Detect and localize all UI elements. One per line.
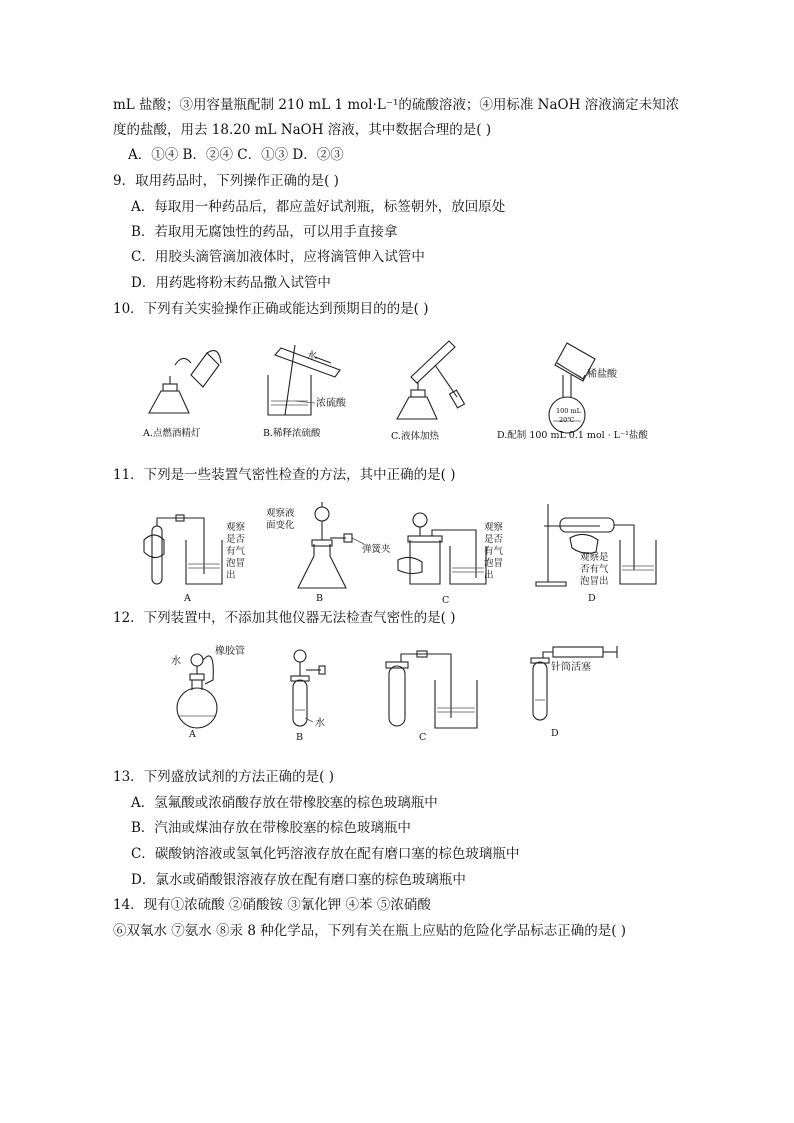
q12-letter-c: C <box>419 732 427 743</box>
q10-stem: 10．下列有关实验操作正确或能达到预期目的的是( ) <box>113 301 429 317</box>
q10-caption-b: B.稀释浓硫酸 <box>263 428 321 439</box>
q10-caption-a: A.点燃酒精灯 <box>143 428 201 439</box>
q8-line2: 度的盐酸，用去 18.20 mL NaOH 溶液，其中数据合理的是( ) <box>113 122 492 138</box>
q10-b-acid-label: 浓硫酸 <box>316 398 346 409</box>
q12-figure <box>165 640 625 743</box>
q10-caption-d: D.配制 100 mL 0.1 mol · L⁻¹盐酸 <box>497 430 648 441</box>
q11-letter-a: A <box>184 593 191 604</box>
q12-stem: 12．下列装置中，不添加其他仪器无法检查气密性的是( ) <box>113 610 456 626</box>
q11-c-note: 观察 是否 有气 泡冒 出 <box>484 522 504 581</box>
q10-d-flask-temp: 20℃ <box>559 416 575 424</box>
q10-b-water-label: 水 <box>307 351 317 362</box>
q13-stem: 13．下列盛放试剂的方法正确的是( ) <box>113 769 335 785</box>
q12-letter-d: D <box>551 728 559 739</box>
q12-letter-b: B <box>296 732 303 743</box>
q12-d-piston-label: 针筒活塞 <box>551 662 591 673</box>
q13-option-d: D．氯水或硝酸银溶液存放在配有磨口塞的棕色玻璃瓶中 <box>131 872 466 888</box>
q10-d-flask-volume: 100 mL <box>556 407 581 415</box>
q11-d-note: 观察是 否有气 泡冒出 <box>580 552 609 587</box>
q12-a-water-label: 水 <box>171 656 181 667</box>
apparatus-c <box>386 651 477 743</box>
q14-line2: ⑥双氧水 ⑦氨水 ⑧汞 8 种化学品，下列有关在瓶上应贴的危险化学品标志正确的是( ) <box>113 923 627 939</box>
heating-figure-c <box>391 341 464 442</box>
q11-stem: 11．下列是一些装置气密性检查的方法，其中正确的是( ) <box>113 467 456 483</box>
q13-option-c: C．碳酸钠溶液或氢氧化钙溶液存放在配有磨口塞的棕色玻璃瓶中 <box>131 846 520 862</box>
airtight-check-d <box>536 504 656 604</box>
q9-option-d: D．用药匙将粉末药品撒入试管中 <box>131 275 331 291</box>
q10-d-label: 稀盐酸 <box>587 369 617 380</box>
q9-option-c: C．用胶头滴管滴加液体时，应将滴管伸入试管中 <box>131 249 425 265</box>
airtight-check-c <box>398 513 506 606</box>
q13-option-b: B．汽油或煤油存放在带橡胶塞的棕色玻璃瓶中 <box>131 820 411 836</box>
q10-caption-c: C.液体加热 <box>391 431 439 442</box>
q12-b-water-label: 水 <box>315 718 325 729</box>
q11-figure <box>140 500 680 608</box>
q11-b-note: 观察液 面变化 <box>266 508 295 531</box>
q9-option-b: B．若取用无腐蚀性的药品，可以用手直接拿 <box>131 224 398 240</box>
q8-line1: mL 盐酸；③用容量瓶配制 210 mL 1 mol·L⁻¹的硫酸溶液；④用标准 NaOH 溶液滴定未知浓 <box>113 97 680 113</box>
q11-b-clip-label: 弹簧夹 <box>362 544 391 555</box>
q10-figure <box>135 335 675 445</box>
volumetric-flask-figure-d <box>497 343 648 441</box>
q11-letter-d: D <box>588 593 596 604</box>
beaker-figure-b <box>263 345 347 439</box>
q12-a-tube-label: 橡胶管 <box>215 646 245 657</box>
apparatus-b <box>291 650 325 743</box>
airtight-check-b <box>266 502 391 604</box>
apparatus-d <box>531 646 617 739</box>
q11-letter-c: C <box>442 595 450 606</box>
q13-option-a: A．氢氟酸或浓硝酸存放在带橡胶塞的棕色玻璃瓶中 <box>131 795 438 811</box>
q14-line1: 14．现有①浓硫酸 ②硝酸铵 ③氰化钾 ④苯 ⑤浓硝酸 <box>113 897 431 913</box>
alcohol-lamp-figure-a <box>142 351 221 439</box>
q11-letter-b: B <box>316 593 323 604</box>
airtight-check-a <box>144 515 248 604</box>
q12-letter-a: A <box>189 729 196 740</box>
q9-stem: 9．取用药品时，下列操作正确的是( ) <box>113 173 339 189</box>
apparatus-a <box>171 644 245 740</box>
q8-options: A．①④ B．②④ C．①③ D．②③ <box>128 147 344 163</box>
q9-option-a: A．每取用一种药品后，都应盖好试剂瓶，标签朝外，放回原处 <box>131 199 506 215</box>
q11-a-note: 观察 是否 有气 泡冒 出 <box>226 522 246 581</box>
